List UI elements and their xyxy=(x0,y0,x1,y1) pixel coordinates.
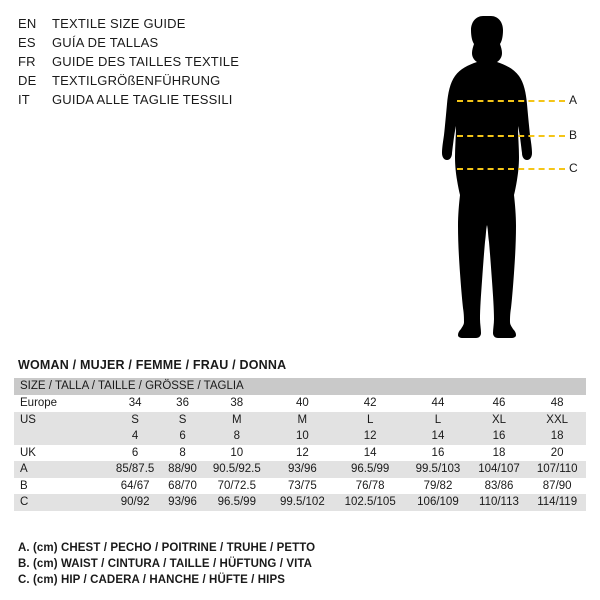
table-row xyxy=(14,428,586,445)
cell: 8 xyxy=(162,445,203,462)
cell: XXL xyxy=(528,412,586,429)
cell: L xyxy=(406,412,469,429)
cell: 104/107 xyxy=(470,461,529,478)
cell: 48 xyxy=(528,395,586,412)
cell: 6 xyxy=(108,445,162,462)
cell: 14 xyxy=(406,428,469,445)
cell: 93/96 xyxy=(271,461,334,478)
cell: 38 xyxy=(203,395,271,412)
measure-label-b: B xyxy=(569,128,578,142)
cell: 18 xyxy=(470,445,529,462)
cell: M xyxy=(203,412,271,429)
cell: 10 xyxy=(203,445,271,462)
cell: L xyxy=(334,412,406,429)
language-code-fr: FR xyxy=(18,54,36,69)
cell: 87/90 xyxy=(528,478,586,495)
cell: 70/72.5 xyxy=(203,478,271,495)
measure-label-a: A xyxy=(569,93,578,107)
cell: 12 xyxy=(271,445,334,462)
cell: 96.5/99 xyxy=(203,494,271,511)
cell: 16 xyxy=(406,445,469,462)
cell: 8 xyxy=(203,428,271,445)
table-row xyxy=(14,445,586,462)
cell: S xyxy=(162,412,203,429)
table-row xyxy=(14,395,586,412)
cell: S xyxy=(108,412,162,429)
table-row xyxy=(14,461,586,478)
row-label xyxy=(14,428,108,445)
measurement-legend xyxy=(18,540,578,588)
table-header-row xyxy=(14,378,586,395)
cell: 46 xyxy=(470,395,529,412)
language-row-de xyxy=(18,73,348,92)
language-row-en xyxy=(18,16,348,35)
cell: 106/109 xyxy=(406,494,469,511)
cell: 6 xyxy=(162,428,203,445)
language-text-de: TEXTILGRÖßENFÜHRUNG xyxy=(52,73,221,88)
body-silhouette-icon xyxy=(395,8,595,378)
cell: 10 xyxy=(271,428,334,445)
cell: 16 xyxy=(470,428,529,445)
cell: 85/87.5 xyxy=(108,461,162,478)
measure-line-a xyxy=(457,100,565,102)
cell: 12 xyxy=(334,428,406,445)
language-code-de: DE xyxy=(18,73,37,88)
cell: 88/90 xyxy=(162,461,203,478)
language-code-it: IT xyxy=(18,92,30,107)
cell: XL xyxy=(470,412,529,429)
table-row xyxy=(14,478,586,495)
cell: 90.5/92.5 xyxy=(203,461,271,478)
row-label: UK xyxy=(14,445,108,462)
language-code-es: ES xyxy=(18,35,36,50)
cell: 40 xyxy=(271,395,334,412)
section-title: WOMAN / MUJER / FEMME / FRAU / DONNA xyxy=(18,358,287,372)
cell: 90/92 xyxy=(108,494,162,511)
language-row-fr xyxy=(18,54,348,73)
language-text-es: GUÍA DE TALLAS xyxy=(52,35,159,50)
language-row-es xyxy=(18,35,348,54)
row-label: A xyxy=(14,461,108,478)
cell: 20 xyxy=(528,445,586,462)
size-table xyxy=(14,378,586,511)
cell: 114/119 xyxy=(528,494,586,511)
language-list xyxy=(18,16,348,111)
cell: 64/67 xyxy=(108,478,162,495)
cell: 44 xyxy=(406,395,469,412)
cell: 76/78 xyxy=(334,478,406,495)
cell: 110/113 xyxy=(470,494,529,511)
cell: 18 xyxy=(528,428,586,445)
cell: 83/86 xyxy=(470,478,529,495)
language-text-en: TEXTILE SIZE GUIDE xyxy=(52,16,186,31)
legend-line-a: A. (cm) CHEST / PECHO / POITRINE / TRUHE / PETTO xyxy=(18,542,316,554)
cell: 102.5/105 xyxy=(334,494,406,511)
language-text-it: GUIDA ALLE TAGLIE TESSILI xyxy=(52,92,233,107)
cell: 107/110 xyxy=(528,461,586,478)
cell: 14 xyxy=(334,445,406,462)
language-text-fr: GUIDE DES TAILLES TEXTILE xyxy=(52,54,240,69)
measure-line-b xyxy=(457,135,565,137)
cell: 99.5/103 xyxy=(406,461,469,478)
row-label: B xyxy=(14,478,108,495)
table-header-label: SIZE / TALLA / TAILLE / GRÖSSE / TAGLIA xyxy=(14,378,586,395)
table-row xyxy=(14,494,586,511)
female-body-figure xyxy=(395,8,595,378)
legend-line-b: B. (cm) WAIST / CINTURA / TAILLE / HÜFTUNG / VITA xyxy=(18,558,313,570)
table-row xyxy=(14,412,586,429)
cell: 36 xyxy=(162,395,203,412)
cell: 68/70 xyxy=(162,478,203,495)
row-label: US xyxy=(14,412,108,429)
cell: 42 xyxy=(334,395,406,412)
language-code-en: EN xyxy=(18,16,37,31)
cell: 79/82 xyxy=(406,478,469,495)
cell: 96.5/99 xyxy=(334,461,406,478)
cell: 99.5/102 xyxy=(271,494,334,511)
cell: 73/75 xyxy=(271,478,334,495)
legend-line-c: C. (cm) HIP / CADERA / HANCHE / HÜFTE / HIPS xyxy=(18,574,286,586)
cell: 93/96 xyxy=(162,494,203,511)
row-label: C xyxy=(14,494,108,511)
language-row-it xyxy=(18,92,348,111)
measure-label-c: C xyxy=(569,161,578,175)
cell: 4 xyxy=(108,428,162,445)
cell: M xyxy=(271,412,334,429)
measure-line-c xyxy=(457,168,565,170)
cell: 34 xyxy=(108,395,162,412)
row-label: Europe xyxy=(14,395,108,412)
